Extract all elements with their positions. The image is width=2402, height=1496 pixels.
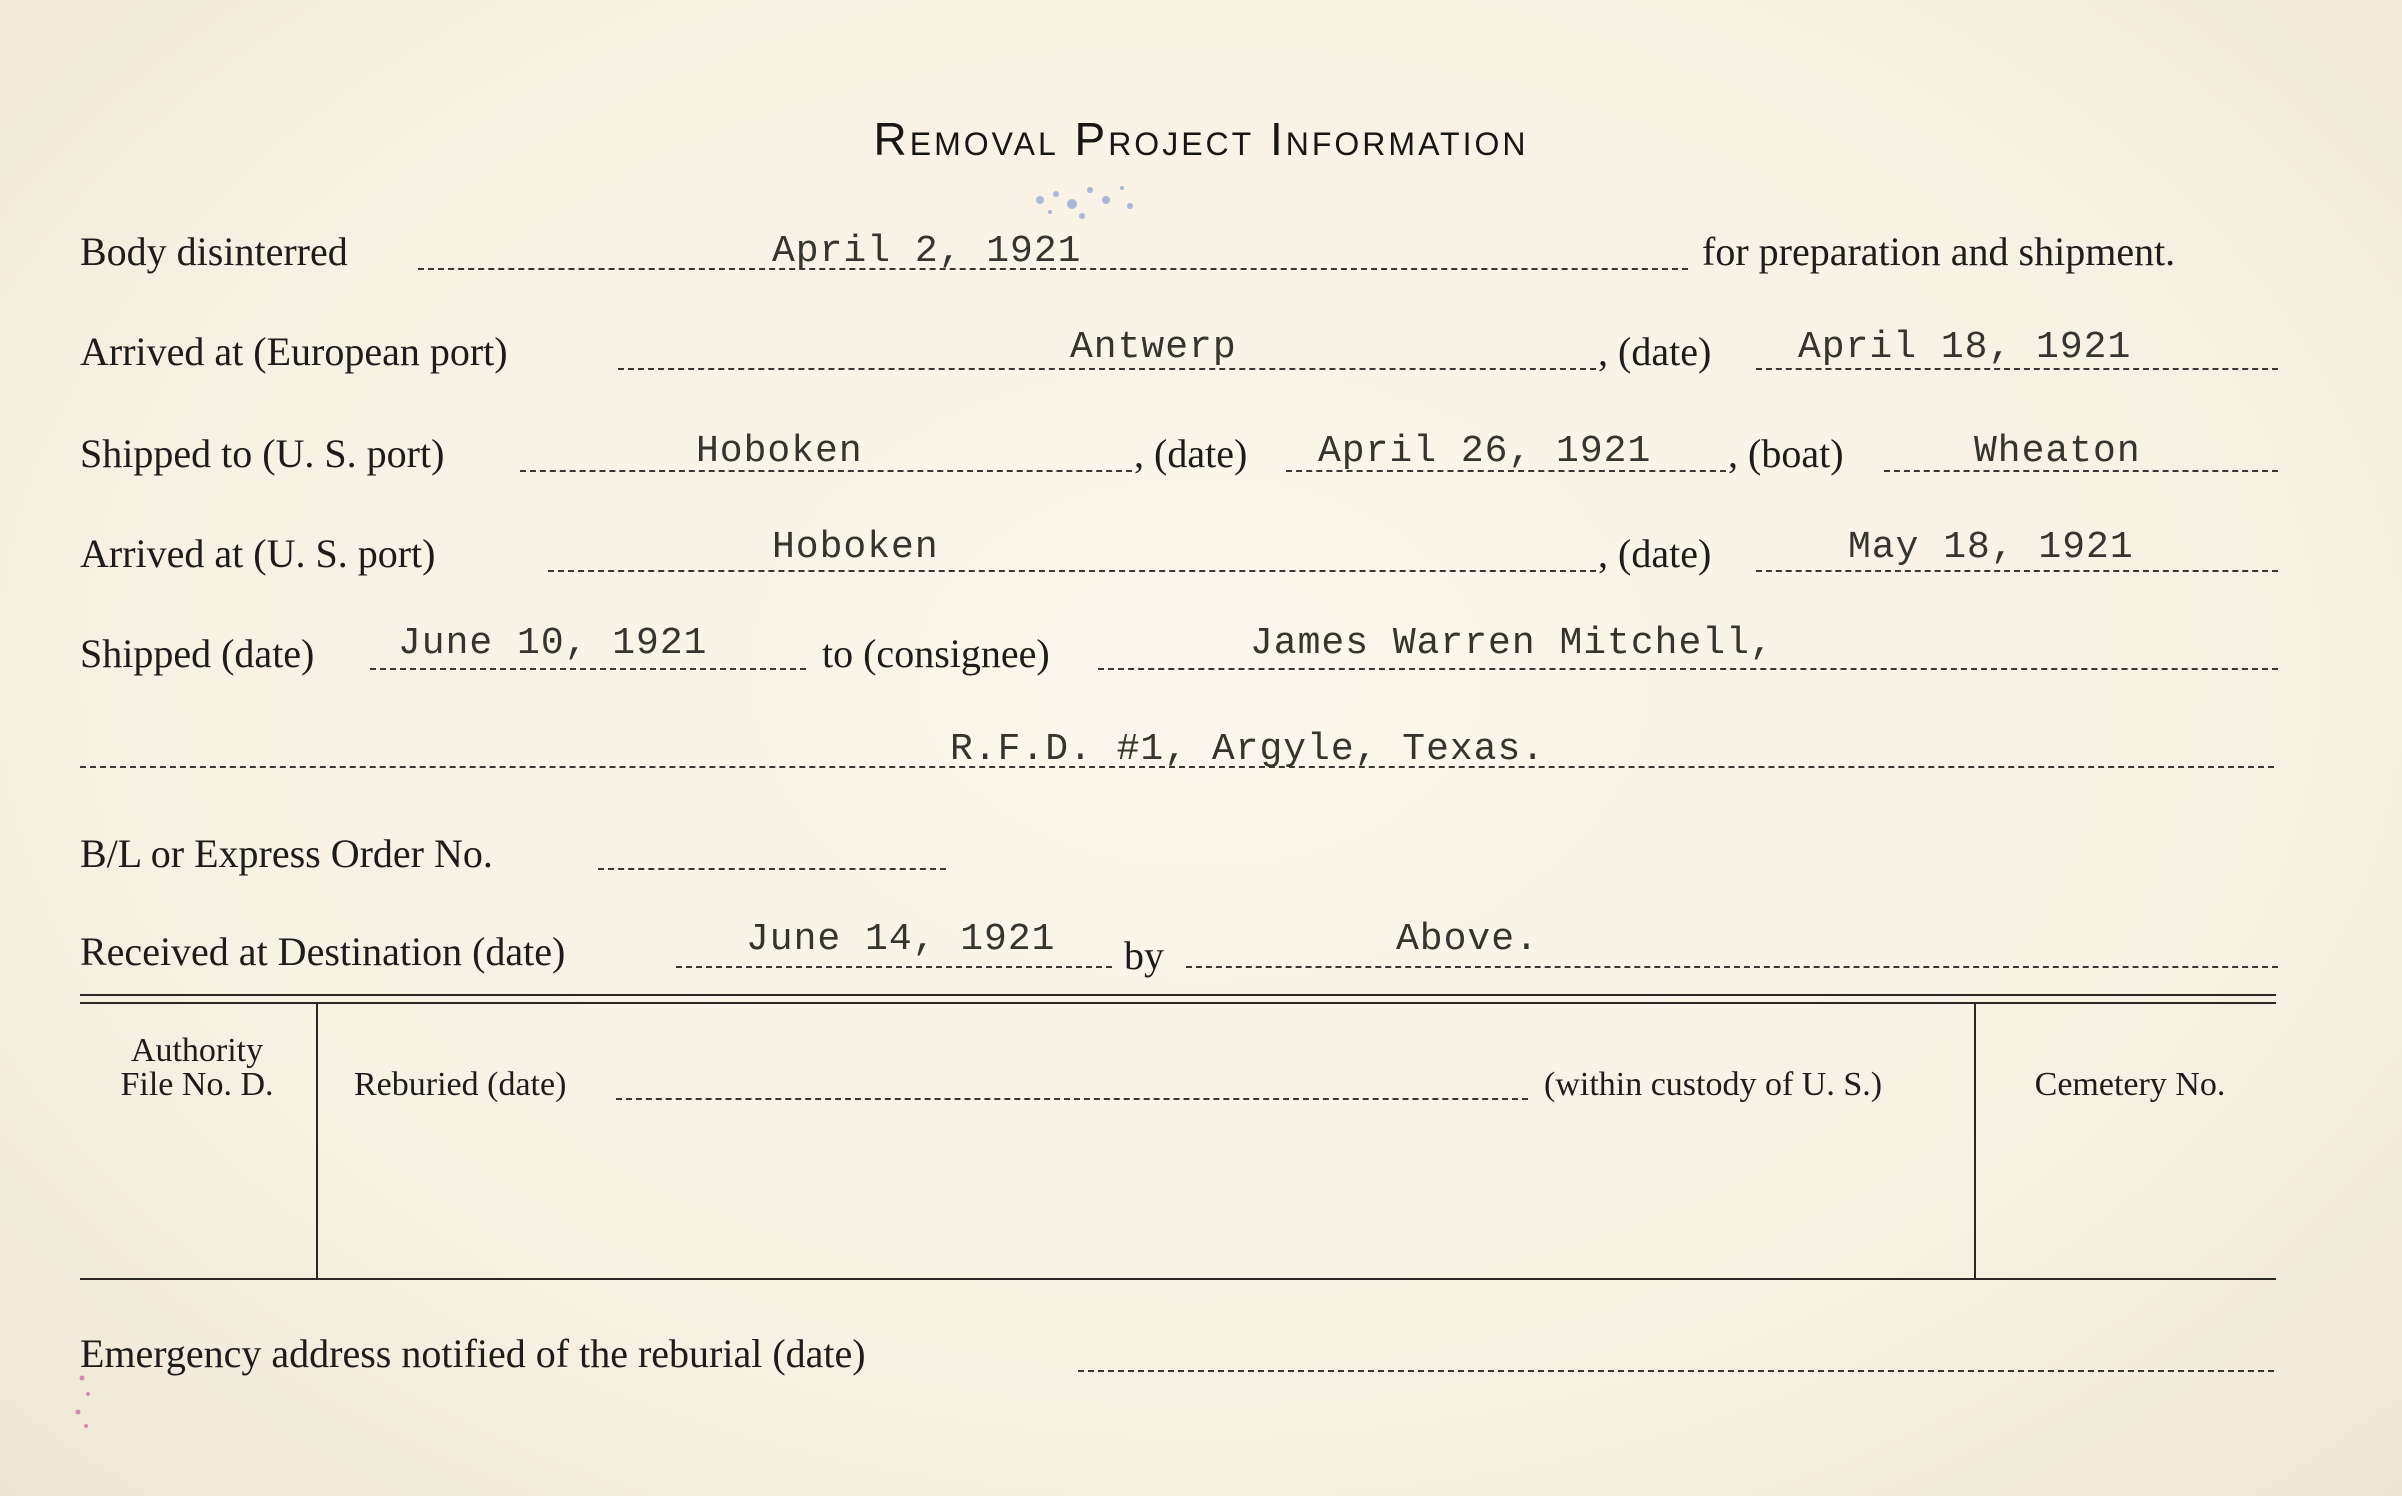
bl-order-label: B/L or Express Order No.: [80, 831, 493, 876]
shipped-date-2-value: June 10, 1921: [398, 622, 708, 665]
shipped-to-us-port-label: Shipped to (U. S. port): [80, 431, 445, 476]
received-destination-label: Received at Destination (date): [80, 929, 566, 974]
ink-smudge: [1010, 160, 1210, 240]
to-consignee-label: to (consignee): [822, 631, 1050, 676]
shipped-date-2-label: Shipped (date): [80, 631, 315, 676]
shipped-date-label: , (date): [1134, 431, 1248, 476]
shipped-date-value: April 26, 1921: [1318, 430, 1652, 473]
received-by-line: [1186, 966, 2278, 968]
ink-mark: [64, 1360, 104, 1440]
within-custody-label: (within custody of U. S.): [1544, 1066, 1883, 1103]
us-port-arrived-line: [548, 570, 1596, 572]
authority-label-line2: File No. D.: [120, 1066, 274, 1103]
emergency-label: Emergency address notified of the reburial (date): [80, 1331, 866, 1376]
received-date-value: June 14, 1921: [746, 918, 1056, 961]
arrived-us-port-label: Arrived at (U. S. port): [80, 531, 436, 576]
authority-label-line1: Authority: [130, 1032, 264, 1069]
arrived-european-port-label: Arrived at (European port): [80, 329, 508, 374]
reburied-label: Reburied (date): [354, 1066, 567, 1103]
emergency-date-line: [1078, 1370, 2274, 1372]
us-arrival-date-value: May 18, 1921: [1848, 526, 2134, 569]
authority-column-divider: [316, 1004, 318, 1278]
received-by-value: Above.: [1396, 918, 1539, 961]
section-divider-top: [80, 994, 2276, 996]
boat-label: , (boat): [1728, 431, 1844, 476]
received-date-line: [676, 966, 1112, 968]
section-divider-bottom: [80, 1002, 2276, 1004]
body-disinterred-label: Body disinterred: [80, 229, 348, 274]
reburied-date-line: [616, 1098, 1528, 1100]
us-port-shipped-value: Hoboken: [696, 430, 863, 473]
shipped-date-2-line: [370, 668, 806, 670]
us-arrival-date-line: [1756, 570, 2278, 572]
european-date-label: , (date): [1598, 329, 1712, 374]
us-port-arrived-value: Hoboken: [772, 526, 939, 569]
disinterred-date-value: April 2, 1921: [772, 230, 1082, 273]
cemetery-column-divider: [1974, 1004, 1976, 1278]
section-bottom-rule: [80, 1278, 2276, 1280]
bl-order-line: [598, 868, 946, 870]
consignee-address-value: R.F.D. #1, Argyle, Texas.: [950, 728, 1546, 771]
cemetery-no-label: Cemetery No.: [2034, 1066, 2226, 1103]
european-date-value: April 18, 1921: [1798, 326, 2132, 369]
for-preparation-label: for preparation and shipment.: [1702, 229, 2176, 274]
card-title: Removal Project Information: [873, 113, 1529, 165]
us-arrival-date-label: , (date): [1598, 531, 1712, 576]
consignee-name-value: James Warren Mitchell,: [1250, 622, 1774, 665]
by-label: by: [1124, 933, 1164, 978]
consignee-line: [1098, 668, 2278, 670]
boat-value: Wheaton: [1974, 430, 2141, 473]
european-port-value: Antwerp: [1070, 326, 1237, 369]
